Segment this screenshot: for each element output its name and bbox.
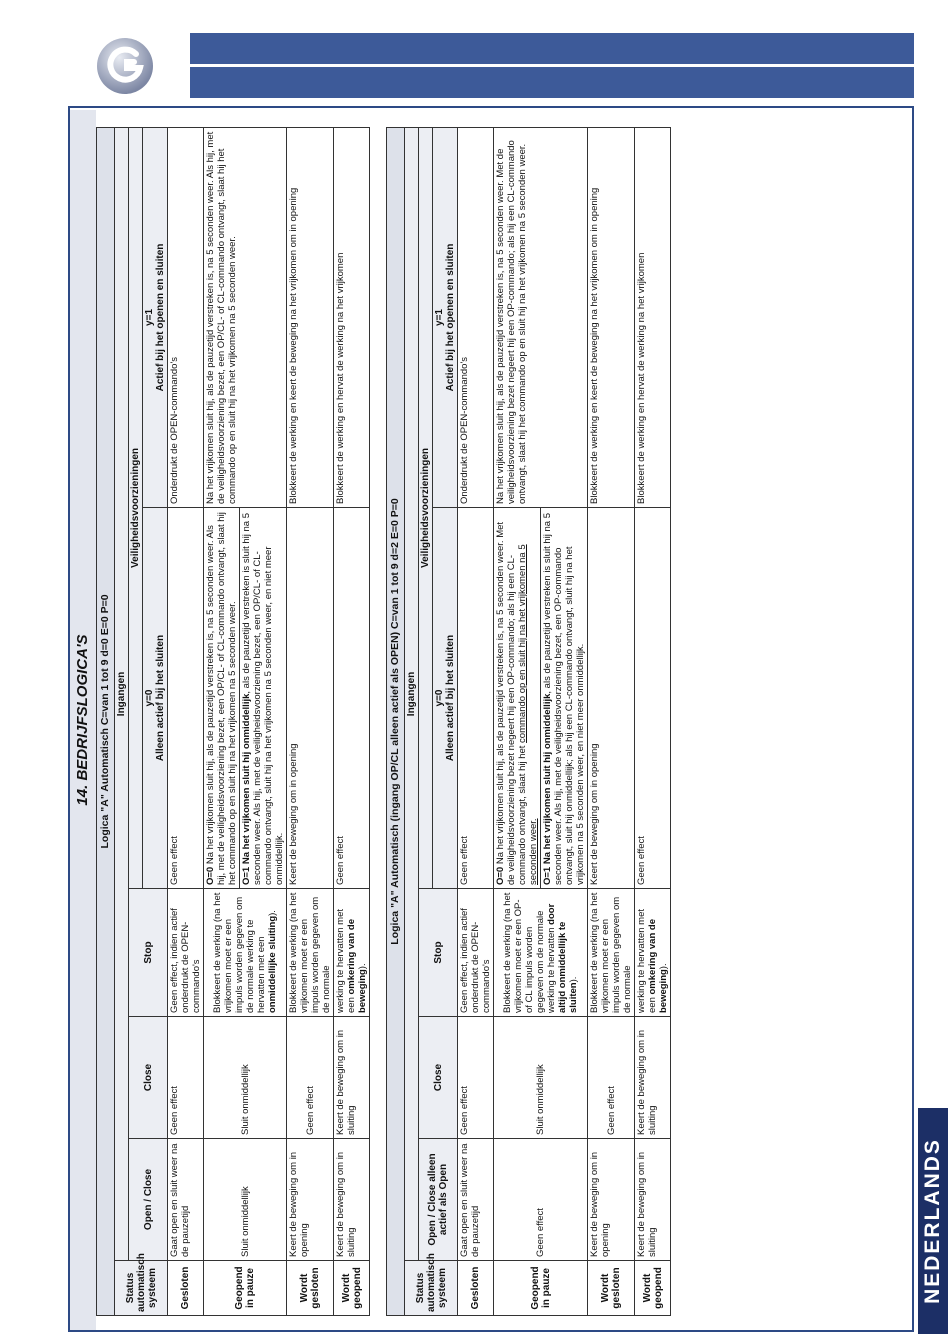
table1-col-close: Close xyxy=(129,1017,168,1139)
safety-y1-cell: Onderdrukt de OPEN-commando's xyxy=(168,127,204,507)
stop-emphasis: omkering van de beweging xyxy=(647,919,669,1013)
open-close-cell: Gaat open en sluit weer na de pauzetijd xyxy=(168,1139,204,1261)
stop-emphasis: onmiddellijke sluiting xyxy=(267,915,278,1013)
table2-col-close: Close xyxy=(419,1017,458,1139)
stop-text: werking te hervatten met een xyxy=(636,908,658,1013)
status-cell: Wordt gesloten xyxy=(287,1261,334,1316)
table2-status-header: Status automatisch systeem xyxy=(405,1261,458,1316)
table2-caption: Logica "A" Automatisch (ingang OP/CL alleen actief als OPEN) C=van 1 tot 9 d=2 E=0 P=0 xyxy=(387,127,405,1315)
table1-caption: Logica "A" Automatisch C=van 1 tot 9 d=0 E=0 P=0 xyxy=(97,127,115,1315)
safety-y0-cell xyxy=(204,508,287,889)
open-close-cell: Sluit onmiddellijk xyxy=(204,1139,287,1261)
open-close-cell: Keert de beweging om in sluiting xyxy=(635,1139,671,1261)
table1-inputs-header: Ingangen xyxy=(115,127,129,1260)
table-spacer xyxy=(370,110,386,1330)
safety-y1-cell: Blokkeert de werking en keert de beweging na het vrijkomen om in opening xyxy=(588,127,635,507)
safety-y0-cell: Geen effect xyxy=(458,508,494,889)
o0-underlined: commando op en sluit hij na het vrijkomen na 5 seconden weer. xyxy=(517,544,539,885)
table1-col-y0 xyxy=(143,508,168,889)
open-close-cell: Keert de beweging om in opening xyxy=(287,1139,334,1261)
rotated-content xyxy=(70,110,910,1330)
table-row xyxy=(168,127,204,1315)
table1-col-open-close: Open / Close xyxy=(129,1139,168,1261)
o1-label: O=1 xyxy=(241,866,252,885)
status-cell: Gesloten xyxy=(458,1261,494,1316)
logic-table-2 xyxy=(386,127,671,1316)
safety-y1-cell: Onderdrukt de OPEN-commando's xyxy=(458,127,494,507)
safety-y0-cell: Keert de beweging om in opening xyxy=(287,508,334,889)
o1-emphasis: Na het vrijkomen sluit hij onmiddellijk xyxy=(542,693,553,865)
status-cell: Wordt gesloten xyxy=(588,1261,635,1316)
safety-y1-cell: Blokkeert de werking en keert de beweging na het vrijkomen om in opening xyxy=(287,127,334,507)
status-cell: Geopend in pauze xyxy=(204,1261,287,1316)
table2-col-open-close: Open / Close alleen actief als Open xyxy=(419,1139,458,1261)
stop-emphasis: door altijd onmiddellijk te sluiten xyxy=(546,903,579,1013)
open-close-cell: Keert de beweging om in opening xyxy=(588,1139,635,1261)
table1-y1-desc: Actief bij het openen en sluiten xyxy=(155,243,166,392)
open-close-cell: Keert de beweging om in sluiting xyxy=(334,1139,370,1261)
stop-end: ). xyxy=(357,963,368,970)
table-row xyxy=(204,127,287,1315)
o1-label: O=1 xyxy=(542,866,553,885)
safety-y0-cell xyxy=(494,508,588,889)
table2-col-stop: Stop xyxy=(419,889,458,1017)
table1-y1-label: y=1 xyxy=(144,308,155,326)
page-title: 14. BEDRIJFSLOGICA'S xyxy=(70,110,96,1330)
header-bar-bottom xyxy=(190,67,914,98)
safety-y1-cell: Blokkeert de werking en hervat de werking na het vrijkomen xyxy=(334,127,370,507)
table-row xyxy=(458,127,494,1315)
status-cell: Geopend in pauze xyxy=(494,1261,588,1316)
stop-cell: Geen effect, indien actief onderdrukt de OPEN-commando's xyxy=(458,889,494,1017)
o1-emphasis: Na het vrijkomen sluit hij onmiddellijk xyxy=(241,693,252,865)
safety-o1-block xyxy=(239,508,285,888)
table1-col-safety: Veiligheidsvoorzieningen xyxy=(129,127,143,888)
table2-y0-label: y=0 xyxy=(434,689,445,707)
open-close-cell: Gaat open en sluit weer na de pauzetijd xyxy=(458,1139,494,1261)
table2-y1-label: y=1 xyxy=(434,309,445,326)
table1-col-stop: Stop xyxy=(129,889,168,1017)
status-cell: Wordt geopend xyxy=(635,1261,671,1316)
table-row xyxy=(588,127,635,1315)
table-row xyxy=(287,127,334,1315)
table2-y0-desc: Alleen actief bij het sluiten xyxy=(445,634,456,762)
table1-y0-desc: Alleen actief bij het sluiten xyxy=(155,634,166,762)
safety-o1-block xyxy=(540,508,586,888)
close-cell: Geen effect xyxy=(287,1017,334,1139)
safety-y0-cell: Geen effect xyxy=(635,508,671,889)
safety-y0-cell: Geen effect xyxy=(334,508,370,889)
table-row xyxy=(635,127,671,1315)
table2-y1-desc: Actief bij het openen en sluiten xyxy=(445,243,456,392)
close-cell: Keert de beweging om in sluiting xyxy=(635,1017,671,1139)
safety-y1-cell: Na het vrijkomen sluit hij, als de pauzetijd verstreken is, na 5 seconden weer. Als hij, met de veiligheidsvoorziening bezet, een OP/CL- of CL-commando ontvangt, slaat hij het commando op en sluit hij na het vrijkomen na 5 seconden weer. xyxy=(204,127,287,507)
language-tab xyxy=(918,1108,948,1334)
stop-cell xyxy=(635,889,671,1017)
stop-cell xyxy=(334,889,370,1017)
safety-y1-cell: Blokkeert de werking en hervat de werking na het vrijkomen xyxy=(635,127,671,507)
stop-cell xyxy=(204,889,287,1017)
stop-text: werking te hervatten met een xyxy=(335,908,357,1013)
table2-col-y0 xyxy=(433,508,458,889)
table2-inputs-header: Ingangen xyxy=(405,127,419,1260)
language-tab-label: NEDERLANDS xyxy=(921,1138,944,1304)
safety-y0-cell: Geen effect xyxy=(168,508,204,889)
table-row xyxy=(494,127,588,1315)
o1-text: , als de pauzetijd verstreken is sluit hij na 5 seconden weer. Als hij, met de veiligheidsvoorziening bezet, een OP/CL- of CL-commando ontvangt, sluit hij na het vrijkomen na 5 seconden weer, en niet meer onmiddellijk. xyxy=(241,513,285,885)
o1-text: , als de pauzetijd verstreken is sluit hij na 5 seconden weer. Als hij, met de veiligheidsvoorziening bezet, een OP-commando ontvangt, sluit hij onmiddellijk; als hij een CL-commando ontvangt, sluit hij na het vrijkomen na 5 seconden weer, en niet meer onmiddellijk. xyxy=(542,513,586,885)
header-bar-top xyxy=(190,33,914,64)
stop-cell xyxy=(494,889,588,1017)
close-cell: Sluit onmiddellijk xyxy=(494,1017,588,1139)
g-logo-icon xyxy=(96,37,154,95)
open-close-cell: Geen effect xyxy=(494,1139,588,1261)
stop-text: Blokkeert de werking (na het vrijkomen moet er een OP- of CL impuls worden gegeven om de normale werking te hervatten xyxy=(502,892,557,1013)
stop-end: ). xyxy=(658,963,669,970)
close-cell: Geen effect xyxy=(168,1017,204,1139)
table2-col-y1 xyxy=(433,127,458,507)
table1-y0-label: y=0 xyxy=(144,689,155,707)
stop-text: Blokkeert de werking (na het vrijkomen moet er een impuls worden gegeven om de normale werking te hervatten met een xyxy=(212,892,267,1013)
safety-y1-cell: Na het vrijkomen sluit hij, als de pauzetijd verstreken is, na 5 seconden weer. Met de veiligheidsvoorziening bezet negeert hij een OP-commando; als hij een CL-commando ontvangt, slaat hij het commando op en sluit hij na het vrijkomen na 5 seconden weer. xyxy=(494,127,588,507)
status-cell: Wordt geopend xyxy=(334,1261,370,1316)
o0-label: O=0 xyxy=(495,866,506,885)
o0-text: Na het vrijkomen sluit hij, als de pauzetijd verstreken is, na 5 seconden weer. Met de veiligheidsvoorziening bezet negeert hij een OP-commando; als hij een CL-commando ontvangt, slaat hij het xyxy=(495,521,528,885)
table1-status-header: Status automatisch systeem xyxy=(115,1261,168,1316)
o0-text: Na het vrijkomen sluit hij, als de pauzetijd verstreken is, na 5 seconden weer. Als hij, met de veiligheidsvoorziening bezet, een OP/CL- of CL-commando ontvangt, slaat hij het commando op en sluit hij na het vrijkomen na 5 seconden weer. xyxy=(205,512,238,885)
status-cell: Gesloten xyxy=(168,1261,204,1316)
safety-o0-block xyxy=(495,511,539,885)
table2-col-safety: Veiligheidsvoorzieningen xyxy=(419,127,433,888)
o0-label: O=0 xyxy=(205,866,216,885)
close-cell: Geen effect xyxy=(588,1017,635,1139)
stop-cell: Blokkeert de werking (na het vrijkomen moet er een impuls worden gegeven om de normale xyxy=(588,889,635,1017)
safety-y0-cell: Keert de beweging om in opening xyxy=(588,508,635,889)
table-row xyxy=(334,127,370,1315)
stop-end: ). xyxy=(267,910,278,916)
stop-emphasis: omkering van de beweging xyxy=(346,919,368,1013)
close-cell: Geen effect xyxy=(458,1017,494,1139)
stop-end: ). xyxy=(568,976,579,983)
close-cell: Sluit onmiddellijk xyxy=(204,1017,287,1139)
logic-table-1 xyxy=(96,127,370,1316)
stop-cell: Blokkeert de werking (na het vrijkomen moet er een impuls worden gegeven om de normale xyxy=(287,889,334,1017)
close-cell: Keert de beweging om in sluiting xyxy=(334,1017,370,1139)
safety-o0-block xyxy=(205,511,238,885)
stop-cell: Geen effect, indien actief onderdrukt de OPEN-commando's xyxy=(168,889,204,1017)
table1-col-y1 xyxy=(143,127,168,507)
